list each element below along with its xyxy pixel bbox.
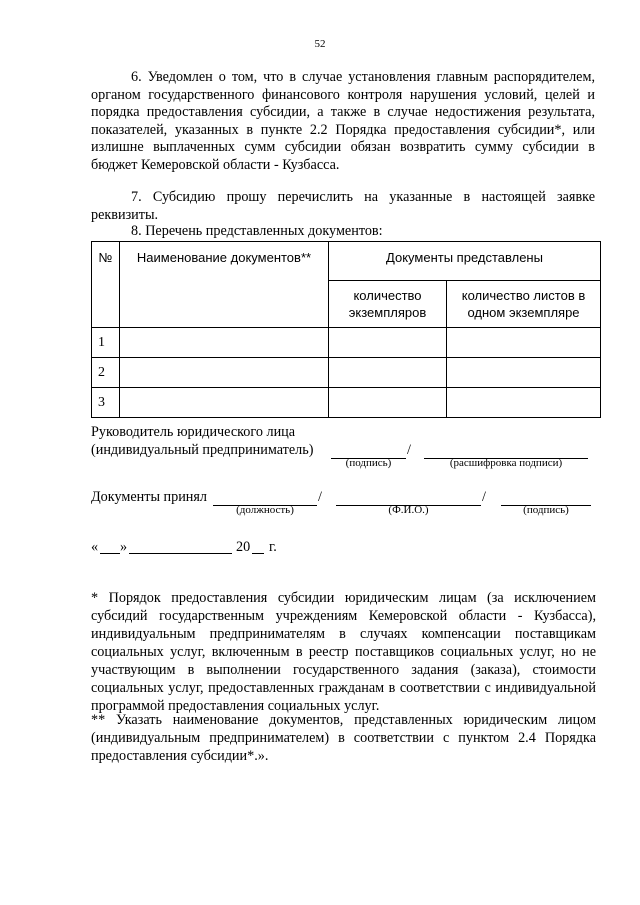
slash-separator: /: [318, 489, 322, 505]
paragraph-7: 7. Субсидию прошу перечислить на указанные в настоящей заявке реквизиты.: [91, 189, 595, 223]
caption-signature: (подпись): [345, 457, 392, 469]
row-number: 1: [92, 328, 120, 358]
cell-copies[interactable]: [329, 328, 447, 358]
cell-sheets[interactable]: [447, 388, 601, 418]
header-copies: количество экземпляров: [329, 281, 447, 328]
slash-separator: /: [407, 442, 411, 458]
header-document-name: Наименование документов**: [120, 242, 329, 328]
cell-name[interactable]: [120, 358, 329, 388]
year-line[interactable]: [252, 553, 264, 554]
cell-copies[interactable]: [329, 388, 447, 418]
head-title-line1: Руководитель юридического лица: [91, 424, 296, 440]
accepted-label: Документы принял: [91, 489, 207, 505]
month-line[interactable]: [129, 553, 232, 554]
cell-name[interactable]: [120, 328, 329, 358]
row-number: 2: [92, 358, 120, 388]
page-number: 52: [314, 38, 326, 50]
cell-sheets[interactable]: [447, 358, 601, 388]
paragraph-8: 8. Перечень представленных документов:: [131, 223, 383, 239]
table-row: [92, 328, 601, 358]
header-sheets: количество листов в одном экземпляре: [447, 281, 601, 328]
documents-table: [91, 241, 601, 418]
caption-decoding: (расшифровка подписи): [449, 457, 563, 469]
year-prefix: 20: [236, 539, 251, 555]
cell-name[interactable]: [120, 388, 329, 418]
caption-signature2: (подпись): [523, 504, 569, 516]
table-row: [92, 358, 601, 388]
table-header-row: [92, 242, 601, 281]
slash-separator: /: [482, 489, 486, 505]
quote-close: »: [120, 539, 128, 555]
caption-position: (должность): [236, 504, 294, 516]
paragraph-6: 6. Уведомлен о том, что в случае установления главным распорядителем, органом государственного финансового контроля нарушения условий, целей и порядка предоставления субсидии, а также в случае недостижения результата, показателей, указанных в пункте 2.2 Порядка предоставления субсидии*, или излишне выплаченных сумм субсидии обязан возвратить сумму субсидии в бюджет Кемеровской области - Кузбасса.: [91, 69, 595, 173]
cell-sheets[interactable]: [447, 328, 601, 358]
day-line[interactable]: [100, 553, 120, 554]
year-suffix: г.: [269, 539, 277, 555]
row-number: 3: [92, 388, 120, 418]
cell-copies[interactable]: [329, 358, 447, 388]
quote-open: «: [91, 539, 99, 555]
footnote-2: ** Указать наименование документов, представленных юридическим лицом (индивидуальным предпринимателем) в соответствии с пунктом 2.4 Порядка предоставления субсидии*.».: [91, 712, 596, 764]
caption-fio: (Ф.И.О.): [388, 504, 429, 516]
footnote-1: * Порядок предоставления субсидии юридическим лицам (за исключением субсидий государственным учреждениям Кемеровской области - Кузбасса), индивидуальным предпринимателям в случаях компенсации поставщикам социальных услуг, включенным в реестр поставщиков социальных услуг, но не участвующим в выполнении государственного задания (заказа), стоимости социальных услуг, предоставленных гражданам в соответствии с индивидуальной программой предоставления социальных услуг.: [91, 590, 596, 714]
header-number: №: [92, 242, 120, 328]
header-documents-provided: Документы представлены: [329, 242, 601, 281]
table-row: [92, 388, 601, 418]
head-title-line2: (индивидуальный предприниматель): [91, 442, 314, 458]
